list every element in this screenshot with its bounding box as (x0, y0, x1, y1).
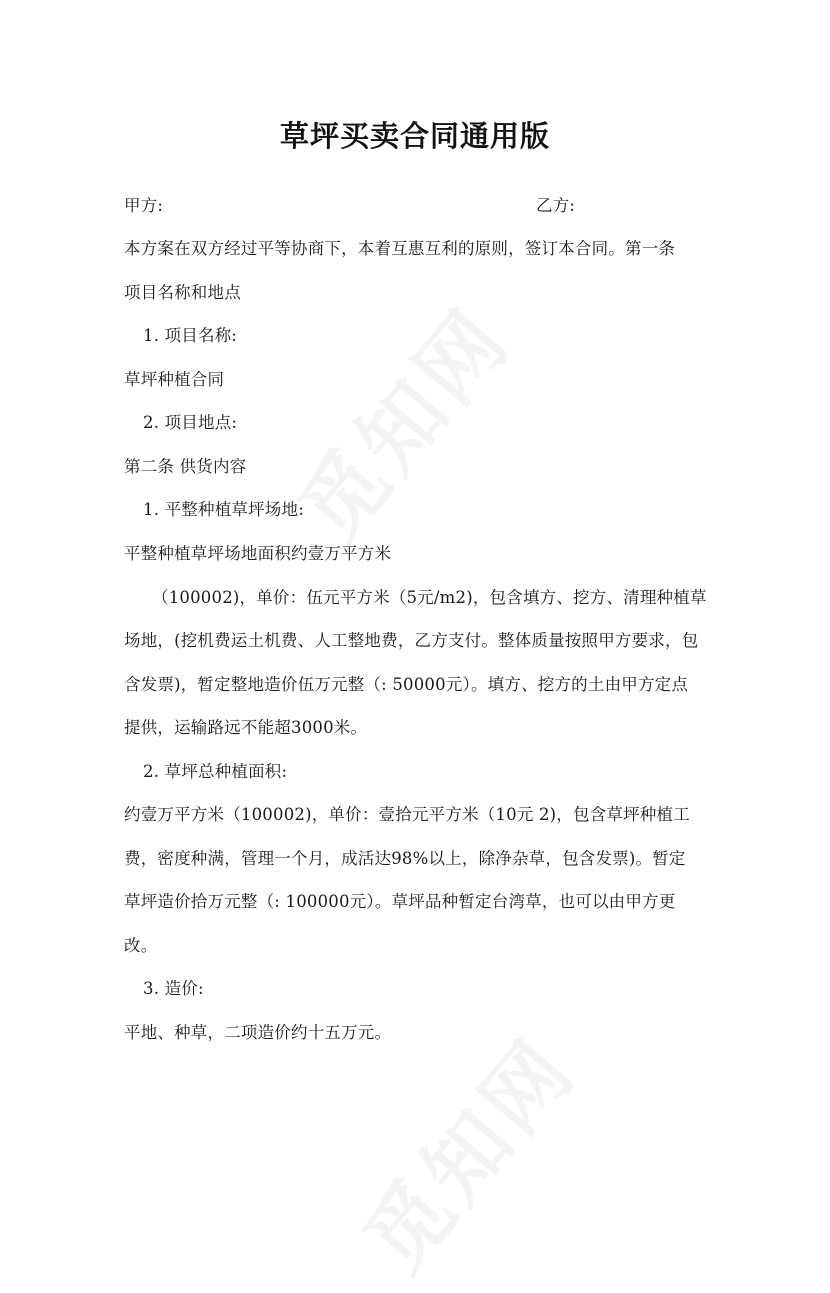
item-project-name-label: 1. 项目名称: (143, 326, 238, 345)
party-b-label: 乙方: (536, 196, 576, 215)
document-title: 草坪买卖合同通用版 (279, 119, 550, 153)
paragraph-line: 约壹万平方米（100002)，单价：壹拾元平方米（10元 2)，包含草坪种植工 (124, 805, 690, 824)
watermark (332, 1008, 598, 1293)
price-label: 3. 造价: (143, 979, 204, 998)
paragraph-line: 场地，(挖机费运土机费、人工整地费，乙方支付。整体质量按照甲方要求，包 (124, 631, 699, 650)
supply-item-1-label: 1. 平整种植草坪场地: (143, 500, 304, 519)
paragraph-line: （100002)，单价：伍元平方米（5元/m2)，包含填方、挖方、清理种植草 (152, 588, 707, 607)
intro-line: 项目名称和地点 (124, 283, 241, 302)
paragraph-line: 草坪造价拾万元整（: 100000元）。草坪品种暂定台湾草，也可以由甲方更 (124, 892, 676, 911)
paragraph-line: 含发票)，暂定整地造价伍万元整（: 50000元）。填方、挖方的土由甲方定点 (124, 675, 689, 694)
paragraph-line: 改。 (124, 936, 158, 955)
supply-item-2-label: 2. 草坪总种植面积: (143, 762, 288, 781)
paragraph-line: 提供，运输路远不能超3000米。 (124, 718, 368, 737)
paragraph-line: 平整种植草坪场地面积约壹万平方米 (124, 544, 392, 563)
item-project-name-value: 草坪种植合同 (124, 370, 225, 389)
intro-line: 本方案在双方经过平等协商下，本着互惠互利的原则，签订本合同。第一条 (124, 239, 676, 258)
item-project-location-label: 2. 项目地点: (143, 413, 238, 432)
paragraph-line: 费，密度种满，管理一个月，成活达98%以上，除净杂草，包含发票)。暂定 (124, 849, 686, 868)
watermark (267, 278, 533, 563)
party-a-label: 甲方: (124, 196, 164, 215)
price-value: 平地、种草，二项造价约十五万元。 (124, 1023, 392, 1042)
party-line (124, 196, 576, 216)
article-2-heading: 第二条 供货内容 (124, 457, 247, 476)
